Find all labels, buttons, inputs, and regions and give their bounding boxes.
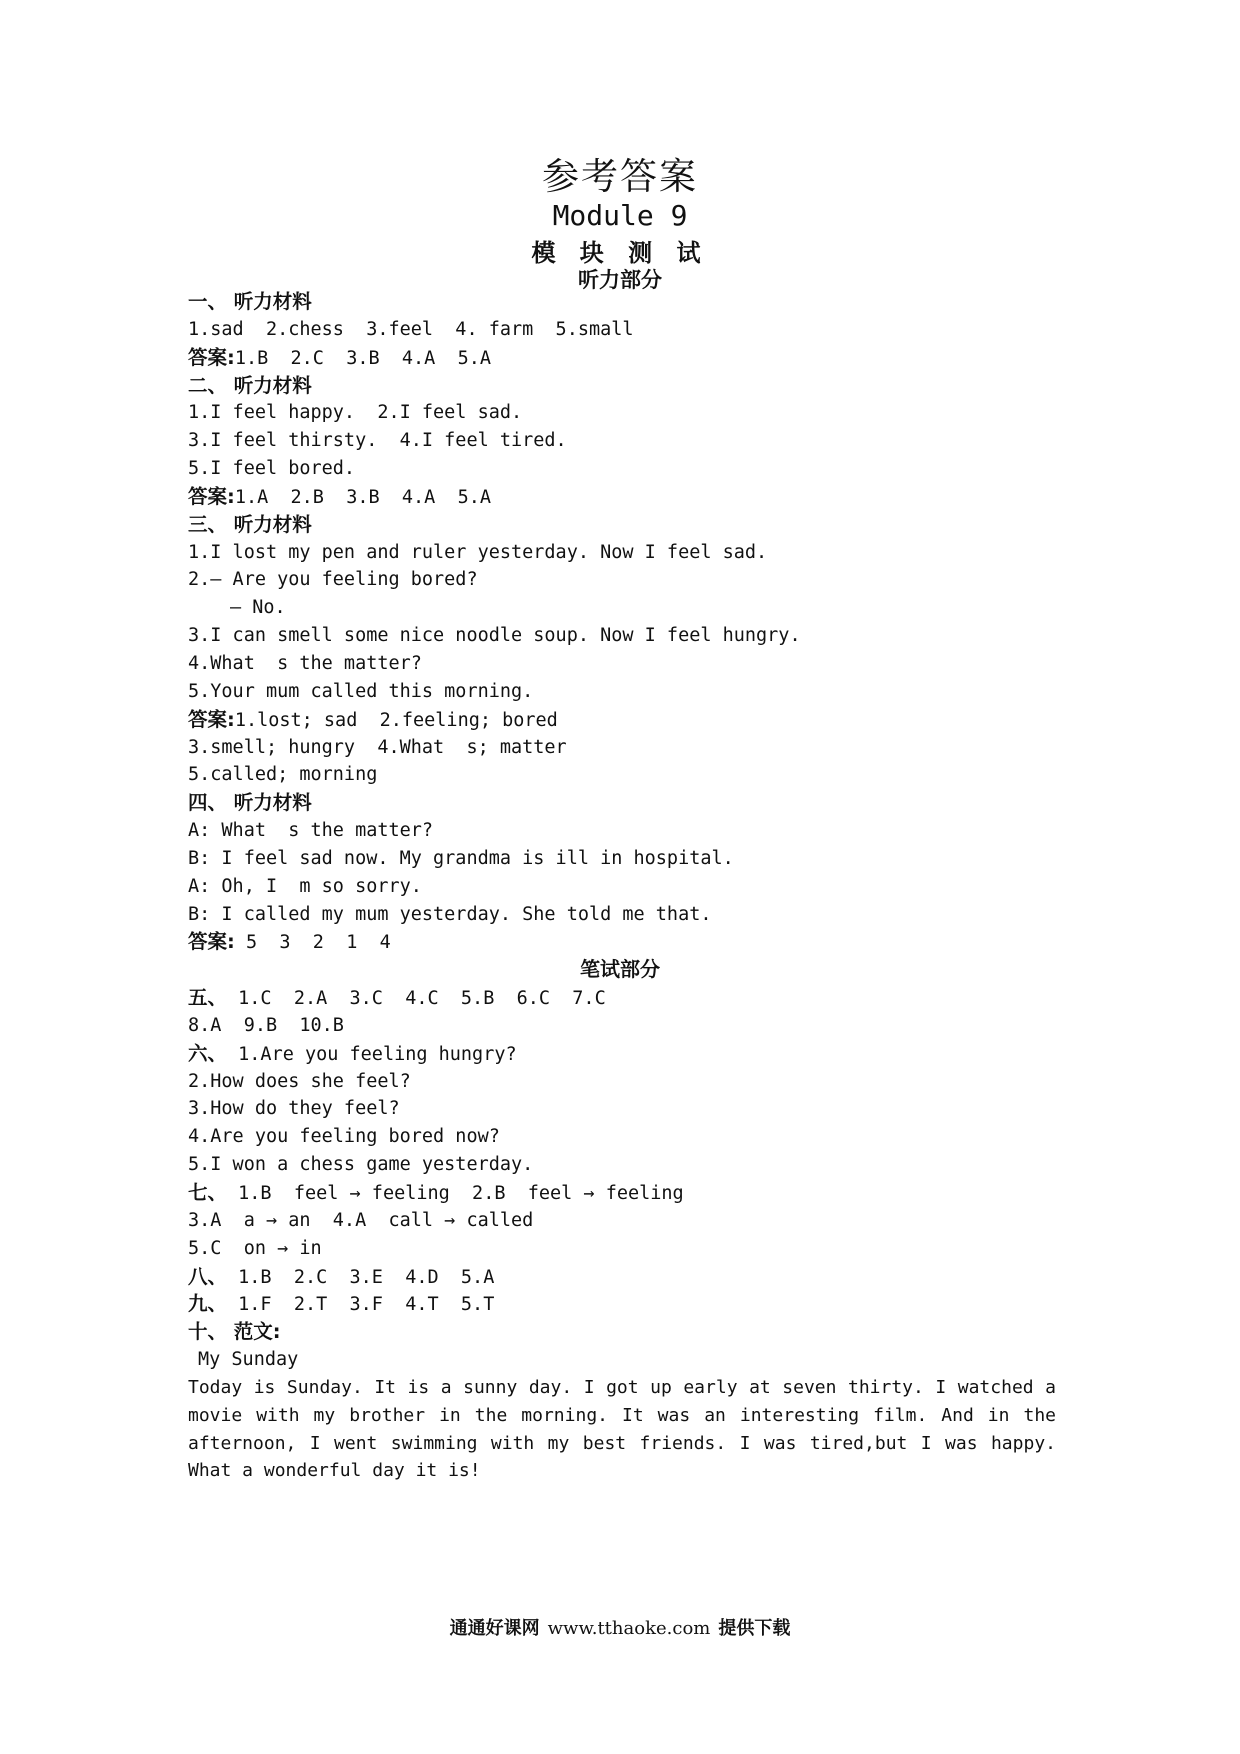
section-3-answer [188,706,1088,734]
section-10-heading: 十、 范文: [188,1320,281,1344]
answer-text: 1.lost; sad 2.feeling; bored [234,709,558,731]
section-9-answers: 1.F 2.T 3.F 4.T 5.T [227,1294,495,1316]
answer-text: 1.A 2.B 3.B 4.A 5.A [234,486,491,508]
section-7-line: 5.C on → in [188,1237,322,1259]
module-title: Module 9 [552,199,688,232]
section-6-line: 4.Are you feeling bored now? [188,1126,500,1148]
footer-url: www.tthaoke.com [547,1618,711,1639]
section-4-line: A: Oh, I m so sorry. [188,875,422,897]
section-3-line: 3.I can smell some nice noodle soup. Now I feel hungry. [188,625,801,647]
footer-site-name: 通通好课网 [449,1618,540,1639]
answer-label: 答案: [188,484,235,508]
section-2-answer [188,483,1088,511]
section-4-answer [188,928,1088,956]
answer-body [188,288,1088,1485]
section-2-line: 5.I feel bored. [188,458,356,480]
section-6-label: 六、 [188,1041,228,1065]
footer [0,1614,1240,1640]
section-8-answers: 1.B 2.C 3.E 4.D 5.A [227,1266,495,1288]
section-7-label: 七、 [188,1181,228,1204]
page-title: 参考答案 [542,155,698,198]
section-4-line: B: I called my mum yesterday. She told me that. [188,903,712,925]
section-2-line: 1.I feel happy. 2.I feel sad. [188,402,523,424]
answer-text: 5 3 2 1 4 [234,932,391,954]
answer-text: 1.B 2.C 3.B 4.A 5.A [234,347,491,369]
section-8-label: 八、 [188,1264,228,1288]
footer-tail: 提供下载 [718,1618,791,1639]
section-1-material: 1.sad 2.chess 3.feel 4. farm 5.small [188,318,634,340]
section-3-line: 2.— Are you feeling bored? [188,569,478,591]
essay-title: My Sunday [198,1349,299,1371]
section-3-heading: 三、 听力材料 [188,512,312,536]
section-3-line: 4.What s the matter? [188,652,422,674]
section-9-label: 九、 [188,1292,228,1316]
listening-title: 听力部分 [578,268,662,292]
section-6-answers: 1.Are you feeling hungry? [227,1043,517,1065]
section-3-line: 1.I lost my pen and ruler yesterday. Now I feel sad. [188,541,768,563]
section-6-line: 2.How does she feel? [188,1070,411,1092]
section-1-heading: 一、 听力材料 [188,290,312,313]
written-heading: 笔试部分 [580,957,660,982]
section-4-line: B: I feel sad now. My grandma is ill in hospital. [188,847,734,869]
section-3-line: 5.Your mum called this morning. [188,680,534,702]
section-7-line: 3.A a → an 4.A call → called [188,1209,534,1231]
section-1-answer [188,344,1088,372]
section-8-line [188,1263,1088,1291]
section-2-line: 3.I feel thirsty. 4.I feel tired. [188,430,567,452]
section-7-line [188,1179,1088,1207]
section-6-line [188,1040,1088,1068]
section-5-answers: 1.C 2.A 3.C 4.C 5.B 6.C 7.C [227,988,606,1010]
answer-label: 答案: [188,707,235,731]
section-4-heading: 四、 听力材料 [188,791,312,815]
section-5-line: 8.A 9.B 10.B [188,1014,344,1036]
answer-label: 答案: [188,345,235,369]
section-2-heading: 二、 听力材料 [188,373,312,397]
section-5-label: 五、 [188,986,228,1010]
section-4-line: A: What s the matter? [188,820,434,842]
section-7-answers: 1.B feel → feeling 2.B feel → feeling [227,1183,684,1204]
section-6-line: 5.I won a chess game yesterday. [188,1154,534,1176]
section-5-line [188,984,1088,1012]
section-3-answer-line: 3.smell; hungry 4.What s; matter [188,736,567,758]
answer-label: 答案: [188,930,235,954]
section-9-line [188,1290,1088,1318]
section-3-answer-line: 5.called; morning [188,764,378,786]
section-6-line: 3.How do they feel? [188,1098,400,1120]
test-title: 模 块 测 试 [531,239,709,267]
essay-text: Today is Sunday. It is a sunny day. I got up early at seven thirty. I watched a movie with my brother in the morning. It was an interesting film. And in the afternoon, I went swimming with my best friends. I was tired,but I was happy. What a wonderful day it is! [188,1376,1056,1482]
section-3-line: — No. [230,597,286,619]
